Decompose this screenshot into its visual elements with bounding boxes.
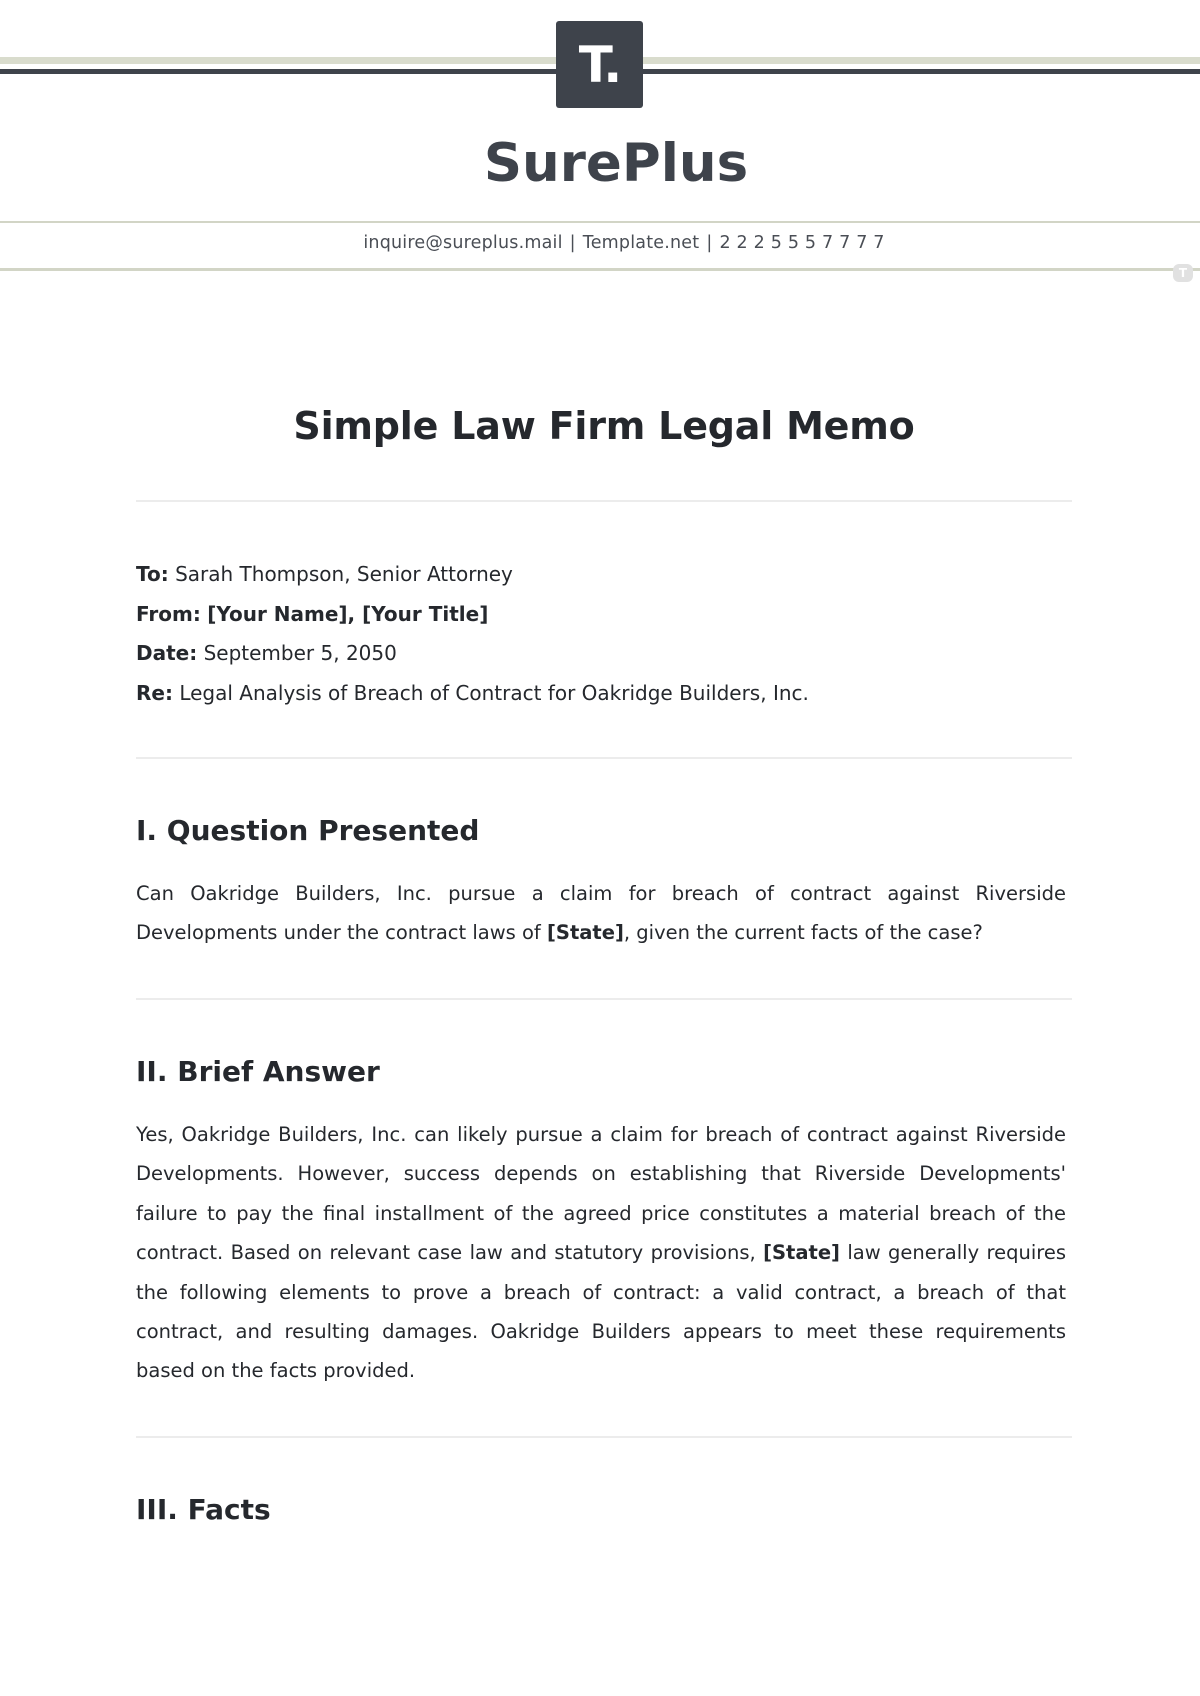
contact-website[interactable]: Template.net (582, 233, 700, 253)
memo-date-value: September 5, 2050 (203, 641, 397, 665)
brand-name: SurePlus (483, 133, 749, 194)
question-text-start: Can Oakridge Builders, Inc. pursue a claim for breach of contract against Riverside Developments under the contract laws of (136, 882, 1066, 945)
memo-to (136, 555, 1076, 595)
memo-meta (136, 555, 1076, 713)
answer-text-end: law generally requires the following elements to prove a breach of contract: a valid contract, a breach of that contract, and resulting damages. Oakridge Builders appears to meet these requirements based on the facts provided. (136, 1241, 1066, 1383)
contact-bar (0, 231, 1200, 255)
contact-rule-bottom (0, 268, 1200, 271)
question-text-end: , given the current facts of the case? (623, 921, 983, 945)
contact-rule-top (0, 221, 1200, 223)
document-title: Simple Law Firm Legal Memo (293, 404, 915, 448)
logo-letter: T. (578, 35, 621, 94)
divider (136, 500, 1072, 502)
memo-date (136, 634, 1076, 674)
contact-separator: | (569, 233, 576, 253)
divider (136, 757, 1072, 759)
memo-date-label: Date: (136, 641, 198, 665)
section-heading-brief-answer: II. Brief Answer (136, 1055, 380, 1088)
memo-from (136, 595, 1076, 635)
brand-logo (556, 21, 643, 108)
memo-from-value: [Your Name], [Your Title] (207, 601, 489, 626)
template-badge-icon: T (1173, 264, 1193, 282)
memo-from-label: From: (136, 601, 201, 626)
divider (136, 1436, 1072, 1438)
memo-re-value: Legal Analysis of Breach of Contract for Oakridge Builders, Inc. (179, 680, 809, 705)
memo-re-label: Re: (136, 680, 173, 705)
section-text-question (136, 874, 1066, 953)
section-heading-question: I. Question Presented (136, 814, 480, 847)
contact-separator: | (706, 233, 713, 253)
state-placeholder: [State] (763, 1241, 840, 1265)
memo-to-value: Sarah Thompson, Senior Attorney (175, 562, 513, 586)
contact-email[interactable]: inquire@sureplus.mail (363, 233, 563, 253)
section-text-brief-answer (136, 1115, 1066, 1391)
divider (136, 998, 1072, 1000)
memo-re (136, 674, 1076, 714)
answer-text-start: Yes, Oakridge Builders, Inc. can likely pursue a claim for breach of contract against Riverside Developments. However, success depends on establishing that Riverside Developments' failure to pay the final installment of the agreed price constitutes a material breach of the contract. Based on relevant case law and statutory provisions, (136, 1123, 1066, 1265)
state-placeholder: [State] (547, 921, 624, 945)
contact-phone: 2 2 2 5 5 5 7 7 7 7 (719, 233, 885, 253)
memo-to-label: To: (136, 562, 169, 586)
section-heading-facts: III. Facts (136, 1493, 271, 1526)
